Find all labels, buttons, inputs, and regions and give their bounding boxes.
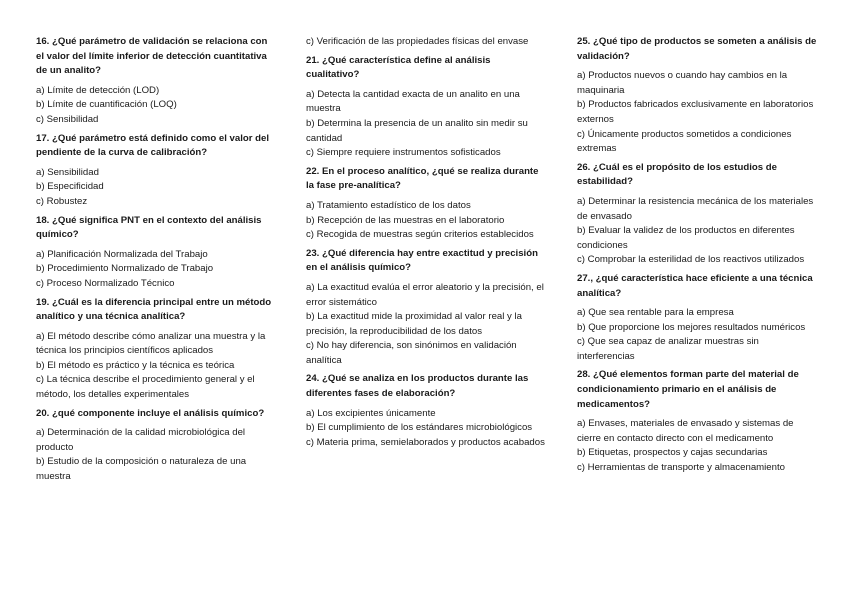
answer-option: c) Materia prima, semielaborados y productos acabados (306, 436, 545, 448)
answer-option: a) Los excipientes únicamente (306, 407, 436, 419)
answer-option: b) Evaluar la validez de los productos en diferentes condiciones (577, 225, 795, 251)
answer-option: c) Únicamente productos sometidos a condiciones extremas (577, 128, 792, 155)
column-1 (36, 35, 272, 489)
question-title: 28. ¿Qué elementos forman parte del material de condicionamiento primario en el análisis de medicamentos? (577, 369, 799, 410)
question-title: 22. En el proceso analítico, ¿qué se realiza durante la fase pre-analítica? (306, 165, 539, 192)
answer-option: b) Recepción de las muestras en el laboratorio (306, 214, 505, 226)
question-block (577, 35, 817, 157)
question-block (36, 296, 272, 403)
answer-option: c) Que sea capaz de analizar muestras sin interferencias (577, 336, 759, 362)
column-3 (577, 35, 817, 480)
question-block (577, 272, 817, 365)
question-title: 16. ¿Qué parámetro de validación se relaciona con el valor del límite inferior de detección cuantitativa de un analito? (36, 36, 268, 77)
question-block (577, 161, 817, 268)
question-title: 26. ¿Cuál es el propósito de los estudios de estabilidad? (577, 161, 777, 188)
answer-option: a) Detecta la cantidad exacta de un analito en una muestra (306, 88, 520, 115)
question-title: 17. ¿Qué parámetro está definido como el valor del pendiente de la curva de calibración? (36, 132, 269, 159)
answer-option: a) Tratamiento estadístico de los datos (306, 199, 471, 211)
question-block (306, 372, 546, 450)
question-block (36, 407, 272, 485)
answer-option: b) Procedimiento Normalizado de Trabajo (36, 263, 214, 275)
answer-option: c) Verificación de las propiedades físicas del envase (306, 36, 529, 47)
question-block (306, 247, 546, 369)
column-2 (306, 35, 546, 454)
question-block (36, 214, 272, 292)
answer-option: a) Productos nuevos o cuando hay cambios en la maquinaria (577, 70, 788, 96)
question-block (36, 132, 272, 210)
question-block (306, 165, 546, 243)
answer-option: a) Que sea rentable para la empresa (577, 307, 734, 319)
answer-option: c) Robustez (36, 195, 88, 207)
question-title: 27., ¿qué característica hace eficiente a una técnica analítica? (577, 272, 813, 299)
question-title: 18. ¿Qué significa PNT en el contexto del análisis químico? (36, 214, 262, 241)
answer-option: c) Sensibilidad (36, 113, 99, 125)
answer-option: c) Recogida de muestras según criterios establecidos (306, 229, 534, 241)
answer-option: a) El método describe cómo analizar una muestra y la técnica los principios científicos aplicados (36, 330, 266, 357)
question-title: 19. ¿Cuál es la diferencia principal entre un método analítico y una técnica analítica? (36, 296, 272, 323)
answer-option: b) Estudio de la composición o naturaleza de una muestra (36, 456, 247, 483)
answer-option: a) Determinar la resistencia mecánica de los materiales de envasado (577, 195, 814, 222)
answer-option: a) Límite de detección (LOD) (36, 84, 160, 96)
answer-option: a) Envases, materiales de envasado y sistemas de cierre en contacto directo con el medicamento (577, 418, 794, 444)
question-title: 25. ¿Qué tipo de productos se someten a análisis de validación? (577, 36, 817, 62)
answer-option: b) El cumplimiento de los estándares microbiológicos (306, 422, 533, 434)
answer-option: a) Sensibilidad (36, 166, 99, 178)
answer-option: b) Límite de cuantificación (LOQ) (36, 99, 177, 111)
answer-option: c) No hay diferencia, son sinónimos en validación analítica (306, 340, 517, 366)
answer-option: b) Determina la presencia de un analito sin medir su cantidad (306, 117, 528, 144)
answer-option: c) Proceso Normalizado Técnico (36, 277, 175, 289)
answer-option: b) Especificidad (36, 181, 104, 193)
question-title: 23. ¿Qué diferencia hay entre exactitud y precisión en el análisis químico? (306, 247, 538, 274)
question-title: 21. ¿Qué característica define al análisis cualitativo? (306, 54, 491, 81)
question-block (36, 35, 272, 128)
answer-option: b) Etiquetas, prospectos y cajas secundarias (577, 447, 768, 459)
answer-option: a) Planificación Normalizada del Trabajo (36, 248, 208, 260)
question-title: 20. ¿qué componente incluye el análisis químico? (36, 407, 265, 419)
answer-option: c) Siempre requiere instrumentos sofisticados (306, 147, 501, 159)
question-block (577, 368, 817, 475)
answer-option: c) La técnica describe el procedimiento general y el método, los detalles experimentales (36, 374, 255, 401)
answer-option: a) Determinación de la calidad microbiológica del producto (36, 427, 246, 453)
answer-option: b) El método es práctico y la técnica es teórica (36, 359, 235, 371)
answer-option: b) La exactitud mide la proximidad al valor real y la precisión, la reproducibilidad de los datos (306, 311, 522, 337)
answer-option: c) Herramientas de transporte y almacenamiento (577, 462, 785, 474)
answer-option: b) Que proporcione los mejores resultados numéricos (577, 321, 806, 333)
question-title: 24. ¿Qué se analiza en los productos durante las diferentes fases de elaboración? (306, 373, 529, 400)
continued-options (306, 35, 546, 50)
answer-option: c) Comprobar la esterilidad de los reactivos utilizados (577, 254, 805, 266)
answer-option: b) Productos fabricados exclusivamente en laboratorios externos (577, 99, 814, 125)
answer-option: a) La exactitud evalúa el error aleatorio y la precisión, el error sistemático (306, 281, 544, 308)
question-block (306, 54, 546, 161)
